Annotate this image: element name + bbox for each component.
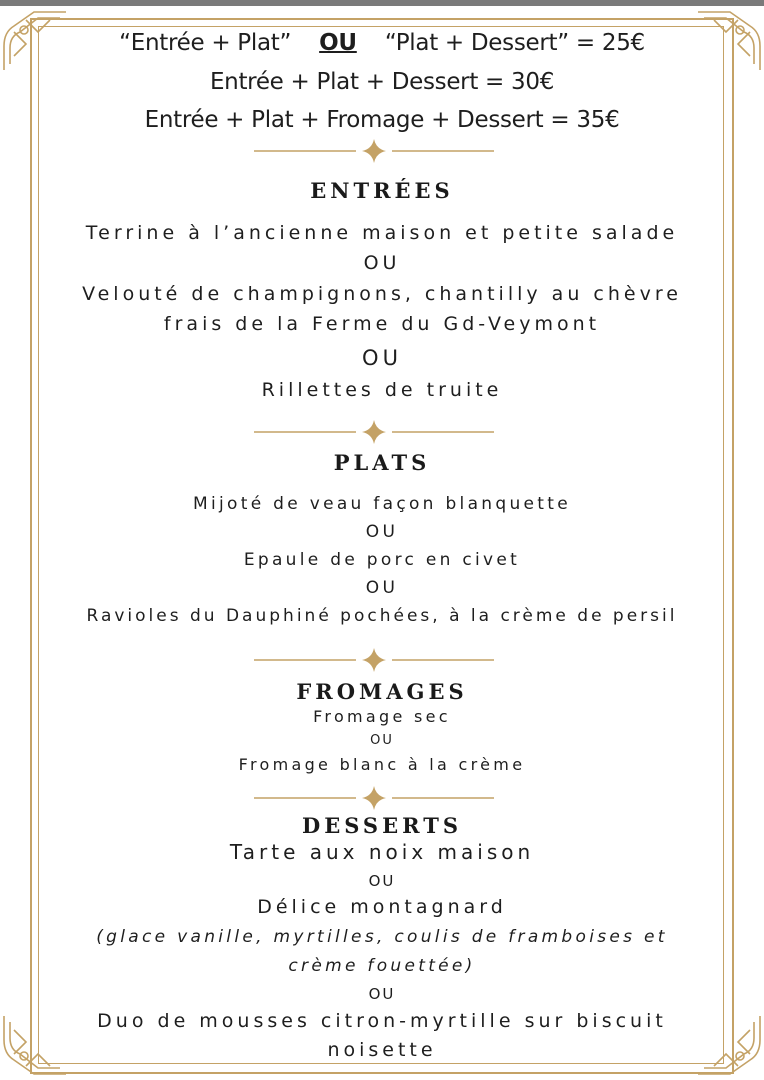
gold-sparkle-divider-icon — [248, 419, 500, 445]
fromage-item-2: Fromage blanc à la crème — [238, 755, 526, 774]
gold-sparkle-divider-icon — [248, 647, 500, 673]
price-line-2: Entrée + Plat + Dessert = 30€ — [209, 69, 555, 95]
price-or-label: OU — [319, 30, 357, 56]
entree-item-2-line-2: frais de la Ferme du Gd-Veymont — [163, 313, 601, 335]
or-separator: OU — [368, 985, 396, 1003]
price-option-a: “Entrée + Plat” — [119, 30, 292, 56]
dessert-item-3-line-2: noisette — [327, 1039, 437, 1061]
or-separator: OU — [370, 733, 394, 748]
or-separator: OU — [365, 578, 399, 598]
gold-sparkle-divider-icon — [248, 138, 500, 164]
dessert-item-1: Tarte aux noix maison — [229, 840, 535, 864]
dessert-item-2-description-line-2: crème fouettée) — [288, 956, 476, 976]
dessert-item-2: Délice montagnard — [257, 896, 507, 918]
plat-item-2: Epaule de porc en civet — [243, 550, 521, 570]
or-separator: OU — [365, 522, 399, 542]
dessert-item-3-line-1: Duo de mousses citron-myrtille sur biscuit — [97, 1010, 667, 1032]
entree-item-1: Terrine à l’ancienne maison et petite salade — [85, 222, 679, 244]
plats-heading: PLATS — [333, 450, 431, 475]
desserts-heading: DESSERTS — [302, 813, 462, 838]
or-separator: OU — [363, 252, 401, 274]
price-line-3: Entrée + Plat + Fromage + Dessert = 35€ — [144, 107, 620, 133]
price-line-1 — [0, 30, 764, 56]
entree-item-3: Rillettes de truite — [261, 379, 503, 401]
price-option-b: “Plat + Dessert” = 25€ — [384, 30, 645, 56]
or-separator: OU — [362, 346, 402, 370]
plat-item-1: Mijoté de veau façon blanquette — [193, 494, 571, 514]
entree-item-2-line-1: Velouté de champignons, chantilly au chèvre — [82, 283, 682, 305]
or-separator: OU — [368, 872, 396, 890]
dessert-item-2-description-line-1: (glace vanille, myrtilles, coulis de framboises et — [96, 927, 668, 947]
top-bar — [0, 0, 764, 6]
plat-item-3: Ravioles du Dauphiné pochées, à la crème de persil — [86, 606, 678, 626]
fromage-item-1: Fromage sec — [313, 707, 451, 726]
fromages-heading: FROMAGES — [296, 679, 468, 704]
gold-sparkle-divider-icon — [248, 785, 500, 811]
entrees-heading: ENTRÉES — [310, 178, 454, 203]
